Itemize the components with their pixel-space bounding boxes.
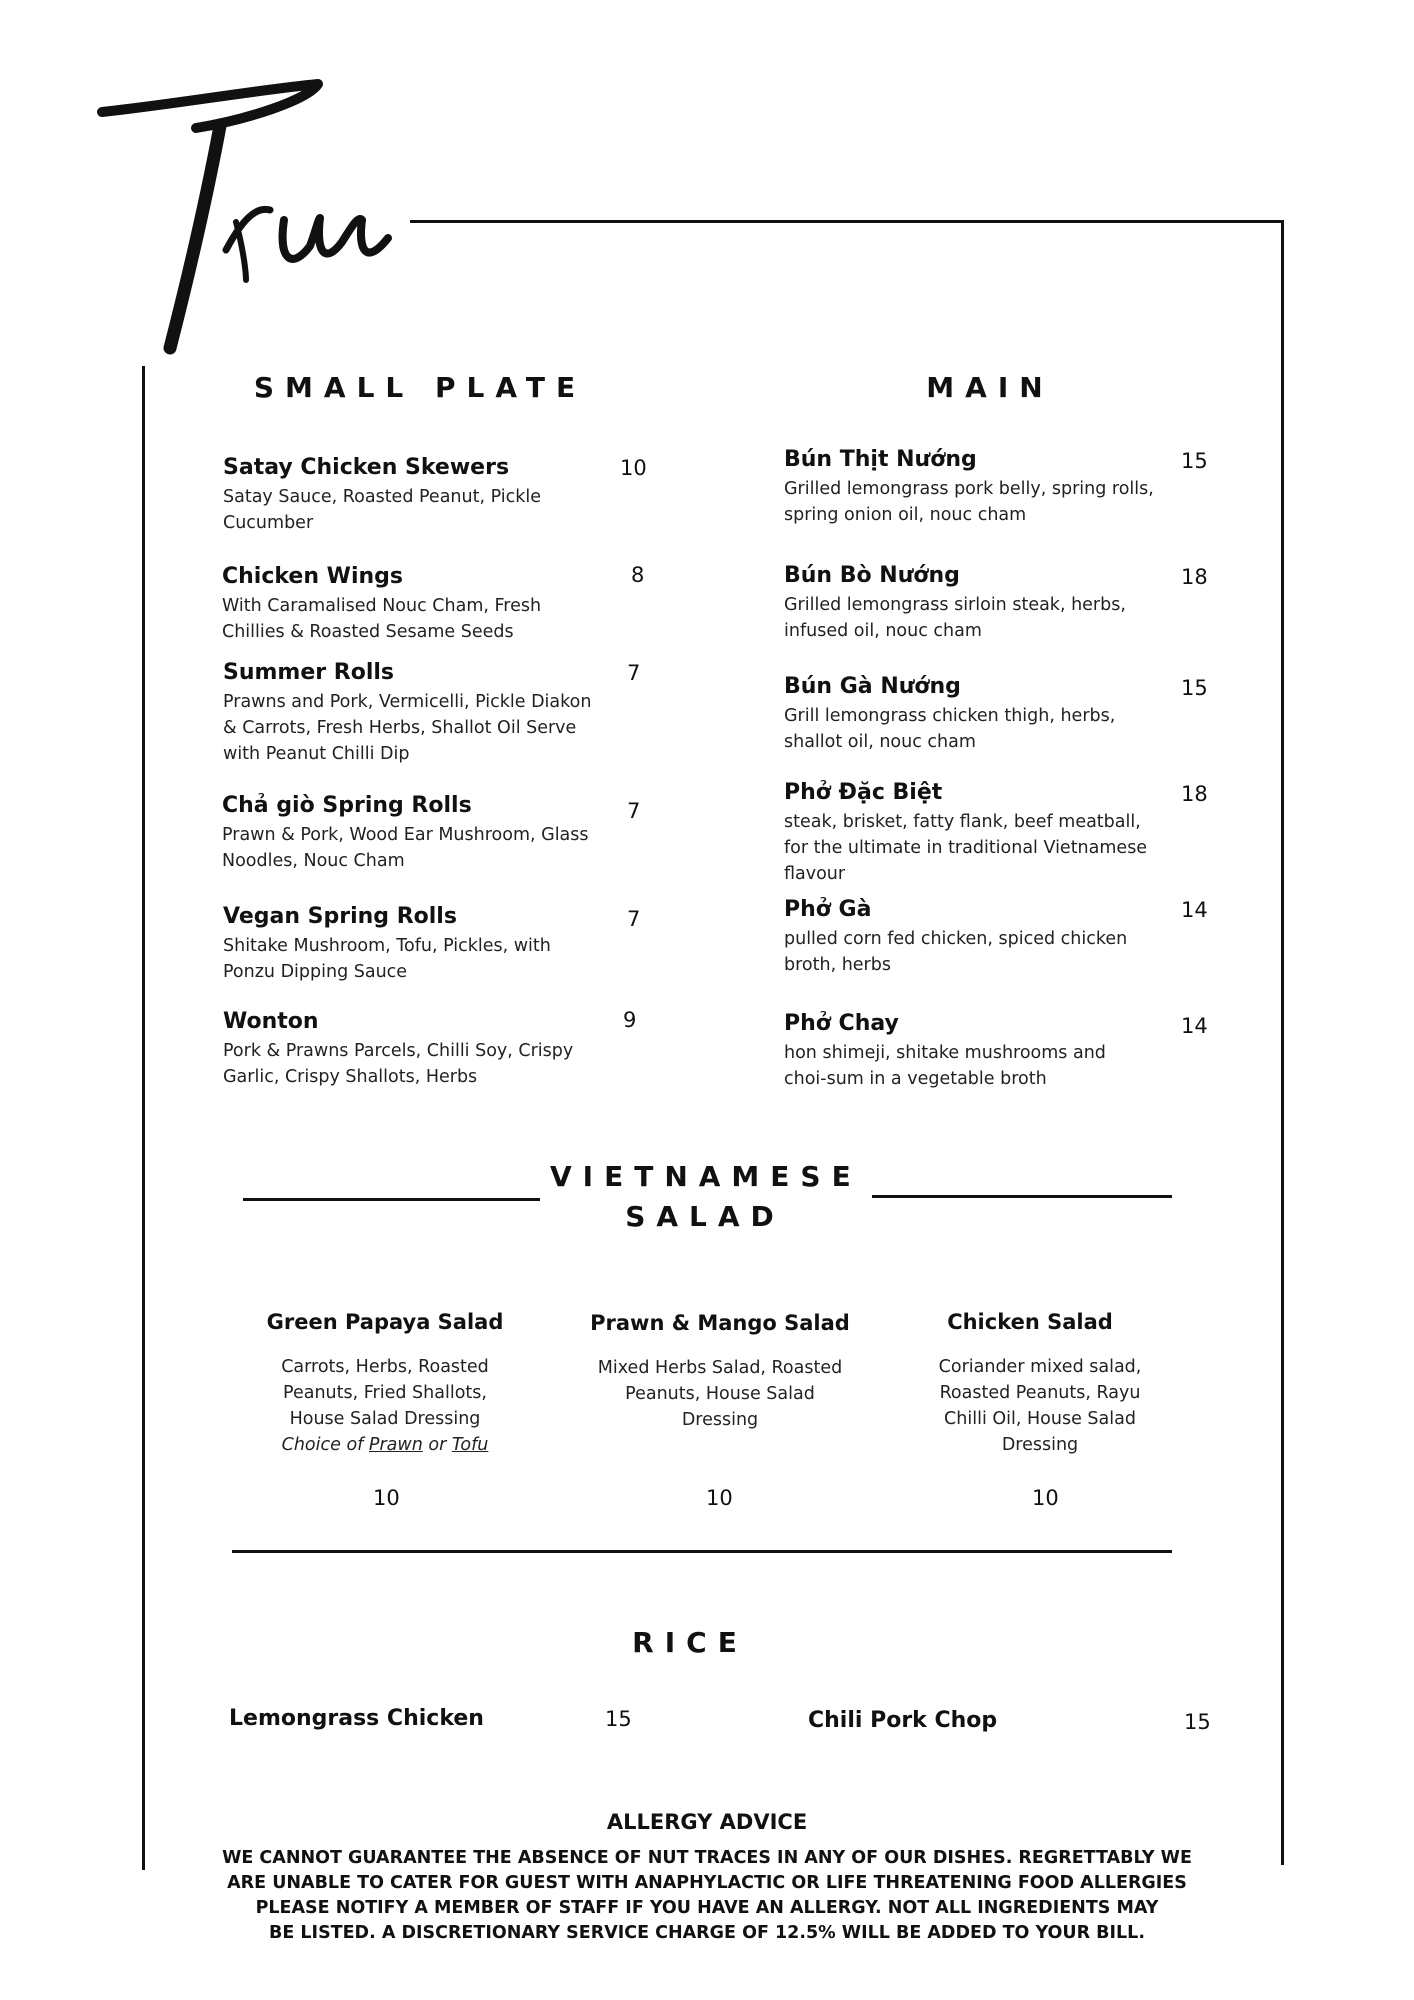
salad-price: 10 bbox=[706, 1486, 733, 1510]
small-item: Wonton Pork & Prawns Parcels, Chilli Soy, Crispy Garlic, Crispy Shallots, Herbs bbox=[223, 1009, 574, 1087]
small-item: Chicken Wings With Caramalised Nouc Cham, Fresh Chillies & Roasted Sesame Seeds bbox=[222, 564, 542, 642]
rice-title: RICE bbox=[632, 1626, 748, 1659]
main-item-price: 18 bbox=[1181, 782, 1208, 806]
salad-title-line2: SALAD bbox=[625, 1200, 785, 1233]
main-item: Bún Bò Nướng Grilled lemongrass sirloin steak, herbs, infused oil, nouc cham bbox=[784, 563, 1126, 641]
salad-choice: Choice of Prawn or Tofu bbox=[281, 1435, 489, 1455]
main-item: Phở Đặc Biệt steak, brisket, fatty flank, beef meatball, for the ultimate in traditional Vietnamese flavour bbox=[784, 780, 1148, 884]
allergy-title: ALLERGY ADVICE bbox=[606, 1810, 808, 1834]
small-plate-title: SMALL PLATE bbox=[253, 371, 587, 404]
main-item-price: 14 bbox=[1181, 898, 1208, 922]
salad-divider-right bbox=[872, 1195, 1172, 1198]
frame-top-line bbox=[410, 220, 1284, 223]
choice-prawn: Prawn bbox=[368, 1435, 423, 1455]
small-item-price: 7 bbox=[627, 907, 641, 931]
salad-title-line1: VIETNAMESE bbox=[550, 1160, 862, 1193]
main-item: Bún Thịt Nướng Grilled lemongrass pork belly, spring rolls, spring onion oil, nouc cham bbox=[784, 447, 1154, 525]
salad-bottom-divider bbox=[232, 1550, 1172, 1553]
salad-price: 10 bbox=[373, 1486, 400, 1510]
rice-item: Chili Pork Chop bbox=[808, 1708, 998, 1733]
salad-item: Prawn & Mango Salad Mixed Herbs Salad, Roasted Peanuts, House Salad Dressing bbox=[590, 1311, 850, 1430]
main-item-price: 18 bbox=[1181, 565, 1208, 589]
small-item-price: 7 bbox=[627, 799, 641, 823]
small-item-price: 7 bbox=[627, 661, 641, 685]
main-item-price: 15 bbox=[1181, 676, 1208, 700]
main-item: Phở Chay hon shimeji, shitake mushrooms and choi-sum in a vegetable broth bbox=[784, 1011, 1106, 1089]
salad-item: Chicken Salad Coriander mixed salad, Roasted Peanuts, Rayu Chilli Oil, House Salad Dressing bbox=[938, 1310, 1142, 1455]
salad-item: Green Papaya Salad Carrots, Herbs, Roasted Peanuts, Fried Shallots, House Salad Dressing Choice of Prawn or Tofu bbox=[245, 1308, 525, 1458]
salad-price: 10 bbox=[1032, 1486, 1059, 1510]
main-item: Bún Gà Nướng Grill lemongrass chicken thigh, herbs, shallot oil, nouc cham bbox=[784, 674, 1116, 752]
small-item-price: 8 bbox=[631, 563, 645, 587]
main-item-price: 15 bbox=[1181, 449, 1208, 473]
frame-right-line bbox=[1281, 220, 1284, 1865]
rice-price: 15 bbox=[605, 1707, 632, 1731]
allergy-text: WE CANNOT GUARANTEE THE ABSENCE OF NUT TRACES IN ANY OF OUR DISHES. REGRETTABLY WE ARE UNABLE TO CATER FOR GUEST WITH ANAPHYLACTIC OR LIFE THREATENING FOOD ALLERGIES PLEASE NOTIFY A MEMBER OF STAFF IF YOU HAVE AN ALLERGY. NOT ALL INGREDIENTS MAY BE LISTED. A DISCRETIONARY SERVICE CHARGE OF 12.5% WILL BE ADDED TO YOUR BILL. bbox=[222, 1848, 1192, 1943]
small-item-price: 10 bbox=[620, 456, 647, 480]
small-item: Satay Chicken Skewers Satay Sauce, Roasted Peanut, Pickle Cucumber bbox=[223, 455, 541, 533]
salad-divider-left bbox=[243, 1198, 540, 1201]
small-item: Chả giò Spring Rolls Prawn & Pork, Wood Ear Mushroom, Glass Noodles, Nouc Cham bbox=[222, 793, 589, 871]
main-item: Phở Gà pulled corn fed chicken, spiced chicken broth, herbs bbox=[784, 897, 1128, 975]
tru-logo bbox=[96, 70, 416, 360]
main-title: MAIN bbox=[926, 371, 1054, 404]
choice-tofu: Tofu bbox=[451, 1435, 489, 1455]
rice-item: Lemongrass Chicken bbox=[229, 1706, 484, 1731]
main-item-price: 14 bbox=[1181, 1014, 1208, 1038]
small-item-price: 9 bbox=[623, 1008, 637, 1032]
small-item: Vegan Spring Rolls Shitake Mushroom, Tofu, Pickles, with Ponzu Dipping Sauce bbox=[223, 904, 551, 982]
frame-left-line bbox=[142, 366, 145, 1870]
rice-price: 15 bbox=[1184, 1710, 1211, 1734]
small-item: Summer Rolls Prawns and Pork, Vermicelli, Pickle Diakon & Carrots, Fresh Herbs, Shallot Oil Serve with Peanut Chilli Dip bbox=[223, 660, 592, 764]
